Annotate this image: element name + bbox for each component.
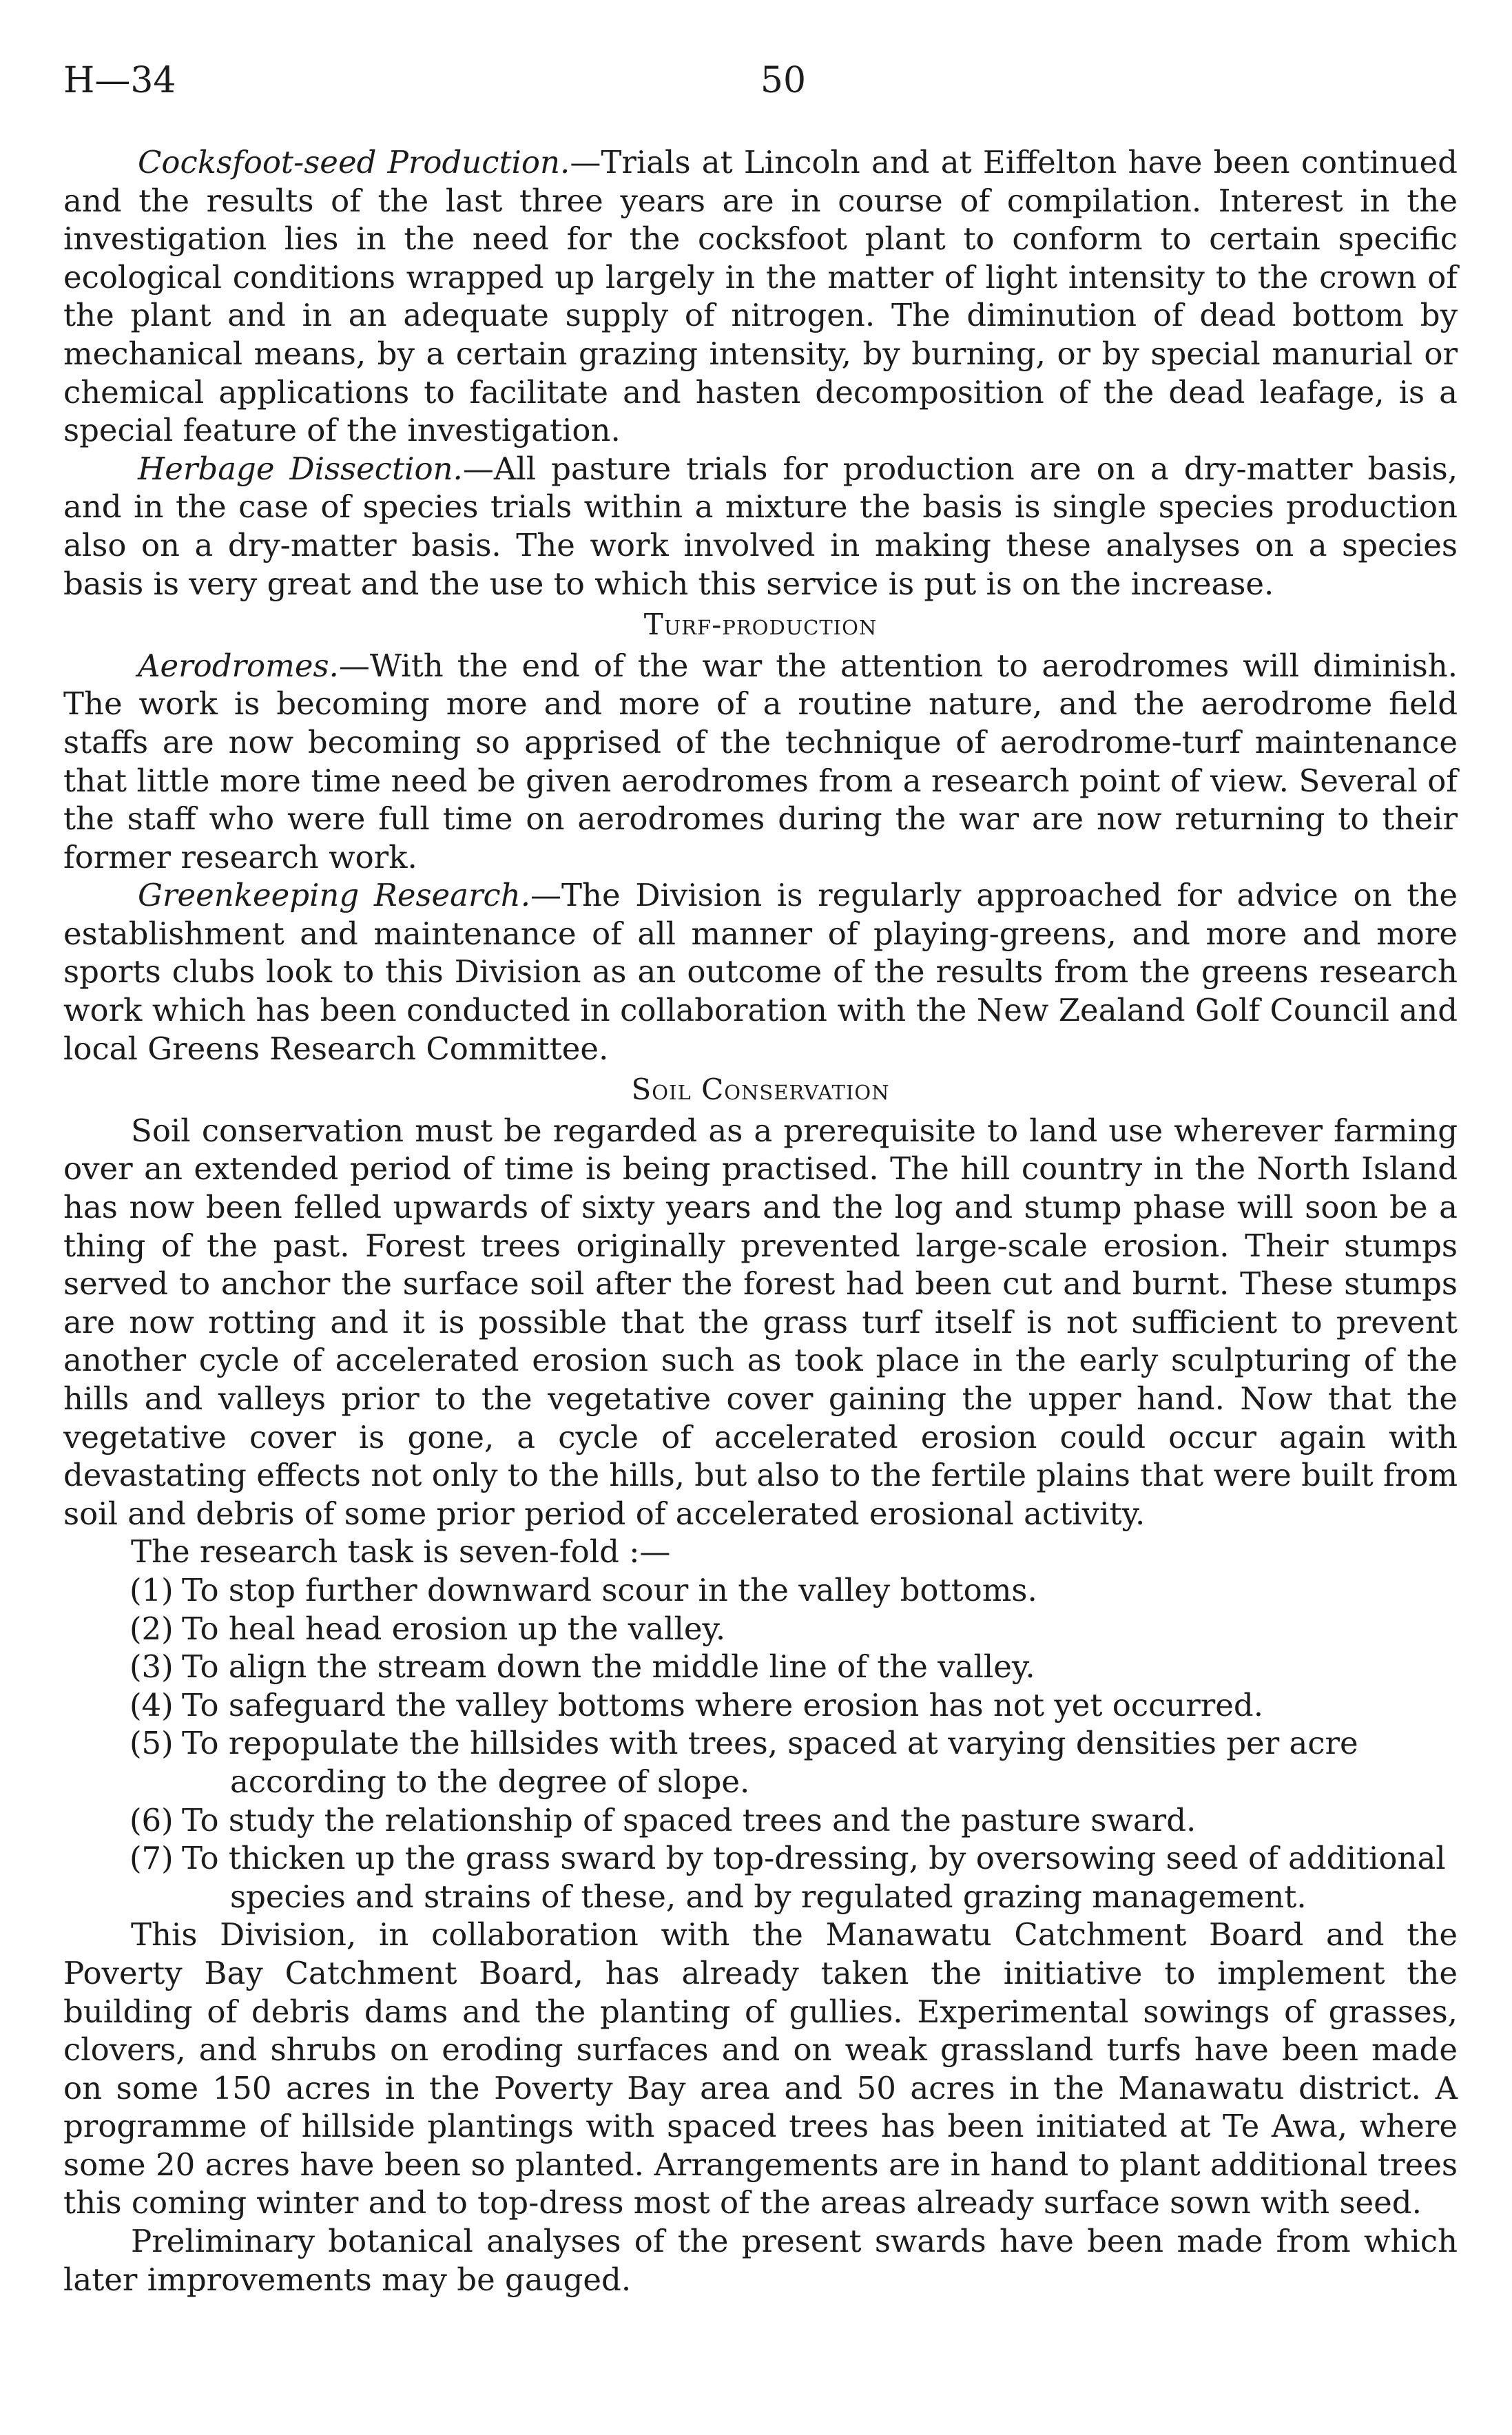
document-body	[63, 143, 1458, 2299]
paragraph-aerodromes	[63, 647, 1458, 877]
page-number: 50	[760, 60, 807, 101]
section-heading-turf: Turf-production	[643, 608, 878, 642]
list-marker: (2)	[130, 1610, 174, 1647]
list-text: To align the stream down the middle line of the valley.	[182, 1648, 1035, 1686]
list-text: To repopulate the hillsides with trees, spaced at varying densities per acre	[182, 1725, 1358, 1762]
paragraph-soil-intro: Soil conservation must be regarded as a prerequisite to land use wherever farming over an extended period of time is being practised. The hill country in the North Island has now been felled upwards of sixty years and the log and stump phase will soon be a thing of the past. Forest trees originally prevented large-scale erosion. Their stumps served to anchor the surface soil after the forest had been cut and burnt. These stumps are now rotting and it is possible that the grass turf itself is not sufficient to prevent another cycle of accelerated erosion such as took place in the early sculpturing of the hills and valleys prior to the vegetative cover gaining the upper hand. Now that the vegetative cover is gone, a cycle of accelerated erosion could occur again with devastating effects not only to the hills, but also to the fertile plains that were built from soil and debris of some prior period of accelerated erosional activity.	[63, 1112, 1458, 1532]
list-marker: (1)	[130, 1571, 174, 1608]
list-item	[63, 1571, 1458, 1610]
list-item	[63, 1839, 1458, 1916]
list-item	[63, 1610, 1458, 1648]
list-text-continuation: according to the degree of slope.	[230, 1763, 750, 1800]
list-text: To thicken up the grass sward by top-dressing, by oversowing seed of additional	[182, 1840, 1446, 1877]
paragraph-herbage	[63, 450, 1458, 603]
list-item	[63, 1648, 1458, 1686]
list-marker: (7)	[130, 1840, 174, 1877]
list-item	[63, 1801, 1458, 1840]
list-text: To stop further downward scour in the valley bottoms.	[182, 1571, 1037, 1608]
list-text-continuation: species and strains of these, and by regulated grazing management.	[230, 1878, 1307, 1915]
list-text: To study the relationship of spaced trees and the pasture sward.	[182, 1801, 1197, 1838]
paragraph-cocksfoot	[63, 143, 1458, 450]
paragraph-division-collaboration: This Division, in collaboration with the Manawatu Catchment Board and the Poverty Bay Catchment Board, has already taken the initiative to implement the building of debris dams and the planting of gullies. Experimental sowings of grasses, clovers, and shrubs on eroding surfaces and on weak grassland turfs have been made on some 150 acres in the Poverty Bay area and 50 acres in the Manawatu district. A programme of hillside plantings with spaced trees has been initiated at Te Awa, where some 20 acres have been so planted. Arrangements are in hand to plant additional trees this coming winter and to top-dress most of the areas already surface sown with seed.	[63, 1916, 1458, 2221]
run-in-heading: Herbage Dissection.	[138, 450, 463, 487]
section-heading-soil: Soil Conservation	[631, 1073, 890, 1107]
list-text: To heal head erosion up the valley.	[182, 1610, 726, 1647]
list-marker: (3)	[130, 1648, 174, 1686]
paragraph-botanical-analyses: Preliminary botanical analyses of the present swards have been made from which later improvements may be gauged.	[63, 2223, 1458, 2298]
paragraph-text: —Trials at Lincoln and at Eiffelton have been continued and the results of the last three years are in course of compilation. Interest in the investigation lies in the need for the cocksfoot plant to conform to certain specific ecological conditions wrapped up largely in the matter of light intensity to the crown of the plant and in an adequate supply of nitrogen. The diminution of dead bottom by mechanical means, by a certain grazing intensity, by burning, or by special manurial or chemical applications to facilitate and hasten decomposition of the dead leafage, is a special feature of the investigation.	[63, 144, 1458, 449]
list-item	[63, 1724, 1458, 1801]
run-in-heading: Aerodromes.	[138, 647, 339, 684]
paragraph-research-task: The research task is seven-fold :—	[131, 1533, 671, 1571]
list-marker: (5)	[130, 1725, 174, 1762]
report-reference: H—34	[63, 60, 176, 101]
run-in-heading: Cocksfoot-seed Production.	[138, 144, 570, 180]
list-item	[63, 1686, 1458, 1725]
list-marker: (6)	[130, 1801, 174, 1838]
paragraph-greenkeeping	[63, 876, 1458, 1068]
list-text: To safeguard the valley bottoms where erosion has not yet occurred.	[182, 1686, 1264, 1723]
research-task-list	[63, 1571, 1458, 1916]
run-in-heading: Greenkeeping Research.	[138, 877, 531, 914]
list-marker: (4)	[130, 1686, 174, 1723]
paragraph-text: —With the end of the war the attention to aerodromes will diminish. The work is becoming more and more of a routine nature, and the aerodrome field staffs are now becoming so apprised of the technique of aerodrome-turf maintenance that little more time need be given aerodromes from a research point of view. Several of the staff who were full time on aerodromes during the war are now returning to their former research work.	[63, 647, 1458, 875]
paragraph-text: —The Division is regularly approached for advice on the establishment and maintenance of all manner of playing-greens, and more and more sports clubs look to this Division as an outcome of the results from the greens research work which has been conducted in collaboration with the New Zealand Golf Council and local Greens Research Committee.	[63, 877, 1458, 1067]
paragraph-text: —All pasture trials for production are on a dry-matter basis, and in the case of species trials within a mixture the basis is single species production also on a dry-matter basis. The work involved in making these analyses on a species basis is very great and the use to which this service is put is on the increase.	[63, 450, 1458, 602]
page-header	[63, 50, 1458, 112]
